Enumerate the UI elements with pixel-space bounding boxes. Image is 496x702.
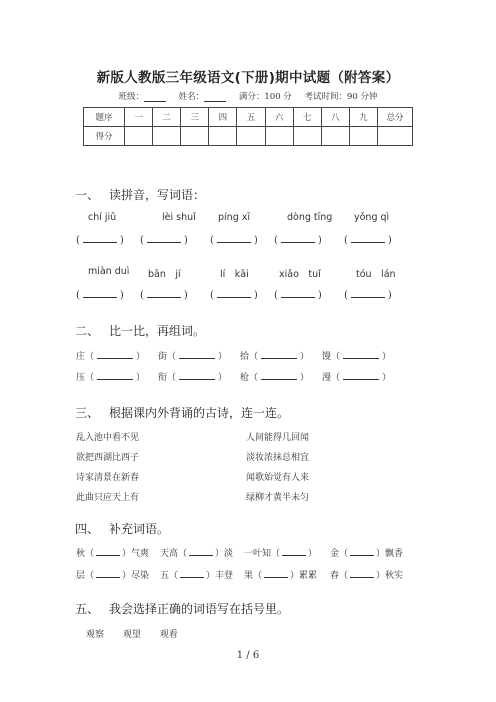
score-cell[interactable] xyxy=(209,127,237,146)
poem-line-right[interactable]: 绿柳才黄半未匀 xyxy=(246,493,310,503)
name-field: 姓名： xyxy=(179,92,227,102)
answer-blank[interactable] xyxy=(343,350,379,359)
answer-blank[interactable] xyxy=(351,234,385,243)
pinyin-item: xiǎo tuǐ xyxy=(279,269,321,280)
word-choices xyxy=(86,627,194,640)
score-cell[interactable] xyxy=(265,127,293,146)
poem-line-left[interactable]: 此曲只应天上有 xyxy=(76,493,140,503)
section-1-heading: 一、 读拼音，写词语： xyxy=(75,188,206,202)
word-choice: 观察 xyxy=(86,630,105,640)
answer-blank[interactable] xyxy=(261,371,297,380)
word-choice: 观看 xyxy=(159,630,178,640)
word-choice: 观望 xyxy=(122,630,141,640)
poem-line-right[interactable]: 闻歌始觉有人来 xyxy=(246,473,310,483)
pinyin-item: yǒng qì xyxy=(354,212,390,223)
score-table-header: 题序 一 二 三 四 五 六 七 八 九 总分 xyxy=(84,108,413,127)
answer-blank[interactable] xyxy=(96,569,120,578)
score-cell[interactable] xyxy=(125,127,153,146)
answer-blank[interactable] xyxy=(281,234,315,243)
score-cell[interactable] xyxy=(378,127,413,146)
answer-blank[interactable] xyxy=(147,289,181,298)
answer-blank[interactable] xyxy=(179,350,215,359)
answer-blank[interactable] xyxy=(282,547,306,556)
answer-blank[interactable] xyxy=(281,289,315,298)
section-5-heading: 五、 我会选择正确的词语写在括号里。 xyxy=(75,602,290,616)
full-score: 满分：100 分 xyxy=(238,92,292,102)
poem-line-left[interactable]: 诗家清景在新春 xyxy=(76,473,140,483)
pinyin-item: tóu lán xyxy=(356,269,396,280)
section-2-heading: 二、 比一比，再组词。 xyxy=(75,324,206,338)
answer-blank[interactable] xyxy=(179,371,215,380)
pinyin-item: dòng tīng xyxy=(287,212,333,223)
answer-blank[interactable] xyxy=(261,350,297,359)
answer-blank[interactable] xyxy=(350,547,374,556)
poem-line-right[interactable]: 淡妆浓抹总相宜 xyxy=(246,453,310,463)
pinyin-item: miàn duì xyxy=(88,266,130,277)
answer-blank[interactable] xyxy=(217,234,251,243)
score-cell[interactable] xyxy=(321,127,349,146)
score-cell[interactable] xyxy=(181,127,209,146)
poem-line-left[interactable]: 欲把西湖比西子 xyxy=(76,453,140,463)
pinyin-item: bān jí xyxy=(148,269,181,280)
score-table xyxy=(83,107,413,146)
page-number: 1 / 6 xyxy=(236,650,260,661)
answer-blank[interactable] xyxy=(351,289,385,298)
pinyin-item: lèi shuǐ xyxy=(162,212,196,223)
section-3-heading: 三、 根据课内外背诵的古诗，连一连。 xyxy=(75,406,290,420)
answer-blank[interactable] xyxy=(264,569,288,578)
answer-blank[interactable] xyxy=(180,569,204,578)
answer-blank[interactable] xyxy=(83,289,117,298)
score-cell[interactable] xyxy=(293,127,321,146)
exam-page: 新版人教版三年级语文(下册)期中试题（附答案） 班级： 姓名： 满分：100 分 考试时间：90 分钟 题序 一 二 三 四 五 六 七 八 九 总分 得分 一、 读拼音，写词语： chí jiǔ lèi shuǐ píng xī dòng tīng yǒng qì ( ) ( ) ( ) ( ) ( ) miàn duì bān jí lí kāi xiǎo tuǐ tóu lán ( ) ( ) ( ) ( ) ( ) 二、 比一比，再组词。 庄（ ） 街（ ） 拾（ ） 馒（ ） 压（ ） 衔（ ） 枪（ ） 漫（ ） 三、 根据课内外背诵的古诗，连一连。 乱入池中看不见 欲把西湖比西子 诗家清景在新春 此曲只应天上有 人间能得几回闻 淡妆浓抹总相宜 闻歌始觉有人来 绿柳才黄半未匀 四、 补充词语。 秋（ ）气爽 天高（ ）淡 一叶知（ ） 金（ ）飘香 层（ ）尽染 五（ ）丰登 果（ ）累累 春（ ）秋实 五、 我会选择正确的词语写在括号里。 观察 观望 观看 1 / 6 xyxy=(0,0,496,702)
poem-line-right[interactable]: 人间能得几回闻 xyxy=(246,433,310,443)
score-table-row: 得分 xyxy=(84,127,413,146)
answer-blank[interactable] xyxy=(350,569,374,578)
answer-blank[interactable] xyxy=(147,234,181,243)
exam-time: 考试时间：90 分钟 xyxy=(304,92,378,102)
pinyin-item: píng xī xyxy=(218,212,251,223)
answer-blank[interactable] xyxy=(189,547,213,556)
score-cell[interactable] xyxy=(237,127,265,146)
pinyin-item: chí jiǔ xyxy=(88,212,117,223)
answer-blank[interactable] xyxy=(83,234,117,243)
pinyin-item: lí kāi xyxy=(220,269,249,280)
section-4-heading: 四、 补充词语。 xyxy=(75,522,170,536)
answer-blank[interactable] xyxy=(97,350,133,359)
answer-blank[interactable] xyxy=(96,547,120,556)
answer-blank[interactable] xyxy=(217,289,251,298)
exam-info xyxy=(0,90,496,102)
page-title: 新版人教版三年级语文(下册)期中试题（附答案） xyxy=(96,70,400,86)
answer-blank[interactable] xyxy=(343,371,379,380)
poem-line-left[interactable]: 乱入池中看不见 xyxy=(76,433,140,443)
answer-blank[interactable] xyxy=(97,371,133,380)
class-field: 班级： xyxy=(118,92,166,102)
score-cell[interactable] xyxy=(153,127,181,146)
score-cell[interactable] xyxy=(349,127,377,146)
